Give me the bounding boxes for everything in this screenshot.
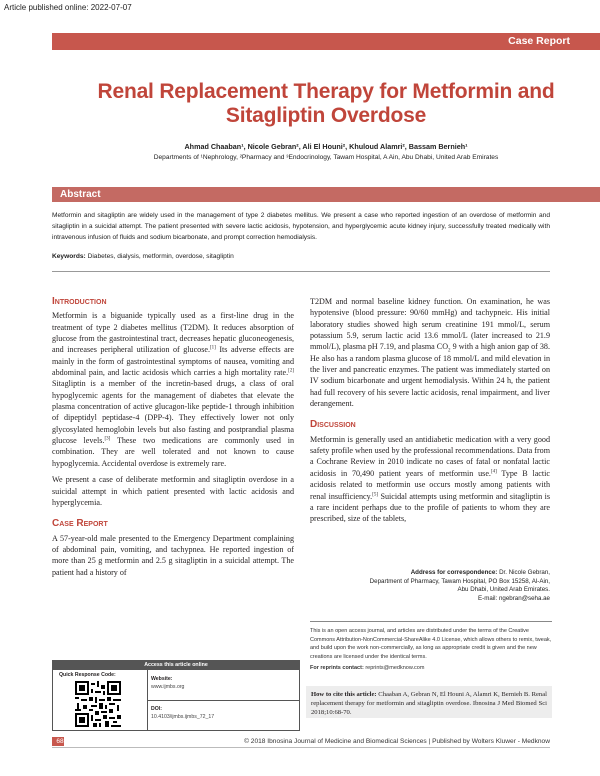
intro-paragraph-1: Metformin is a biguanide typically used as a first-line drug in the treatment of type 2 diabetes mellitus (T2DM). It reduces absorption of glucose from the gastrointestinal tract, decreases hepatic gluconeogenesis, and increases peripheral utilization of glucose.[1] Its adverse effects are mainly in the form of gastrointestinal symptoms of nausea, vomiting and abdominal pain, and lactic acidosis which carries a high mortality rate.[2] Sitagliptin is a member of the incretin-based drugs, a class of oral hypoglycemic agents for the management of diabetes that elevate the plasma concentration of active glucagon-like peptide-1 through inhibition of dipeptidyl peptidase-4 (DPP-4). They effectively lower not only glycosylated hemoglobin levels but also fasting and postprandial plasma glucose levels.[3] These two medications are commonly used in combination. They are well tolerated and not known to cause hypoglycemia. Accidental overdose is extremely rare. <box>52 311 294 468</box>
license-text: This is an open access journal, and articles are distributed under the terms of the Creative Commons Attribution-NonCommercial-ShareAlike 4.0 License, which allows others to remix, tweak, and build upon the work non-commercially, as long as appropriate credit is given and the new creations are licensed under the identical terms. For reprints contact: reprints@medknow.com <box>310 628 552 672</box>
website-cell <box>147 670 299 701</box>
keywords-list: Diabetes, dialysis, metformin, overdose, sitagliptin <box>87 253 234 260</box>
intro-paragraph-2: We present a case of deliberate metformin and sitagliptin overdose in a suicidal attempt in which patient presented with lactic acidosis and hyperglycemia. <box>52 475 294 507</box>
article-type-bar <box>52 33 600 50</box>
qr-code-icon[interactable] <box>75 681 121 727</box>
affiliations: Departments of ¹Nephrology, ²Pharmacy and ³Endocrinology, Tawam Hospital, A Ain, Abu Dhabi, United Arab Emirates <box>153 154 499 161</box>
right-column <box>310 296 550 525</box>
left-column <box>52 296 294 578</box>
article-type-label: Case Report <box>508 35 570 47</box>
citation-label: How to cite this article: <box>311 691 377 698</box>
access-online-box <box>52 660 300 731</box>
author-list: Ahmad Chaaban¹, Nicole Gebran², Ali El Houni², Khuloud Alamri², Bassam Bernieh¹ <box>184 142 468 151</box>
qr-label: Quick Response Code: <box>59 672 116 678</box>
abstract-text: Metformin and sitagliptin are widely used in the management of type 2 diabetes mellitus. We present a case who reported ingestion of an overdose of metformin and sitagliptin in a suicidal attempt. The patient presented with severe lactic acidosis, hypotension, and hyperglycemic acute kidney injury, successfully treated medically with intravenous infusion of fluids and sodium bicarbonate, and prompt correction hemodialysis. <box>52 212 550 241</box>
keywords-label: Keywords: <box>52 253 86 260</box>
correspondence-label: Address for correspondence: <box>410 569 498 576</box>
page-number: 68 <box>56 738 64 745</box>
footer-copyright: © 2018 Ibnosina Journal of Medicine and Biomedical Sciences | Published by Wolters Kluwer - Medknow <box>244 738 550 745</box>
keywords <box>52 253 550 260</box>
discussion-paragraph-1: Metformin is generally used an antidiabetic medication with a very good safety profile when used by the professional recommendations. Data from a Cochrane Review in 2010 indicate no cases of fatal or nonfatal lactic acidosis in 70,490 patient years of metformin use.[4] Type B lactic acidosis related to metformin use occurs mostly among patients with renal insufficiency.[5] Suicidal attempts using metformin and sitagliptin is a rare incident perhaps due to the profile of patients to whom they are prescribed, size of the tablets, <box>310 434 550 524</box>
doi-cell <box>147 700 299 730</box>
citation-box <box>306 686 552 718</box>
access-heading: Access this article online <box>53 661 299 670</box>
reprints-email[interactable]: reprints@medknow.com <box>365 665 425 672</box>
website-link[interactable]: www.ijmbs.org <box>151 684 185 690</box>
website-label: Website: <box>151 676 173 682</box>
case-paragraph-1: A 57-year-old male presented to the Emergency Department complaining of abdominal pain, vomiting, and tachypnea. He reported ingestion of more than 25 g metformin and 2.5 g sitagliptin in a suicidal attempt. The patient had a history of <box>52 533 294 577</box>
divider <box>52 747 550 748</box>
correspondence-block: Address for correspondence: Dr. Nicole Gebran, Department of Pharmacy, Tawam Hospital, PO Box 15258, Al-Ain, Abu Dhabi, United Arab Emirates. E-mail: ngebran@seha.ae <box>310 569 550 604</box>
correspondence-email[interactable]: E-mail: ngebran@seha.ae <box>478 595 550 603</box>
discussion-heading: Discussion <box>310 419 356 431</box>
abstract-heading-bar <box>52 187 600 202</box>
divider <box>310 621 552 622</box>
case-report-heading: Case Report <box>52 518 108 530</box>
doi-link[interactable]: 10.4103/ijmbs.ijmbs_72_17 <box>151 714 215 720</box>
citation-text: Chaaban A, Gebran N, El Houni A, Alamri K, Bernieh B. Renal replacement therapy for metformin and sitagliptin overdose. Ibnosina J Med Biomed Sci 2018;10:68-70. <box>311 691 547 716</box>
divider <box>52 271 550 272</box>
abstract-heading: Abstract <box>60 189 101 200</box>
article-title: Renal Replacement Therapy for Metformin and Sitagliptin Overdose <box>97 80 555 127</box>
doi-label: DOI: <box>151 706 162 712</box>
introduction-heading: Introduction <box>52 296 107 307</box>
published-date: Article published online: 2022-07-07 <box>4 3 132 12</box>
case-paragraph-2: T2DM and normal baseline kidney function. On examination, he was hypotensive (blood pressure: 90/60 mmHg) and tachypneic. His initial laboratory studies showed high serum creatinine 191 mmol/L, serum potassium 5.9, serum lactic acid 13.6 mmol/L (later increased to 21.9 mmol/L), plasma pH 7.19, and plasma $CO_2$ 9 with a high anion gap of 38. He also has a random plasma glucose of 18 mmol/L and mild elevation in the liver and pancreatic enzymes. The patient was immediately started on IV sodium bicarbonate and urgent hemodialysis. Within 24 h, the patient had full recovery of his severe lactic acidosis, renal impairment, and liver derangement. <box>310 297 550 409</box>
qr-cell <box>53 670 148 730</box>
